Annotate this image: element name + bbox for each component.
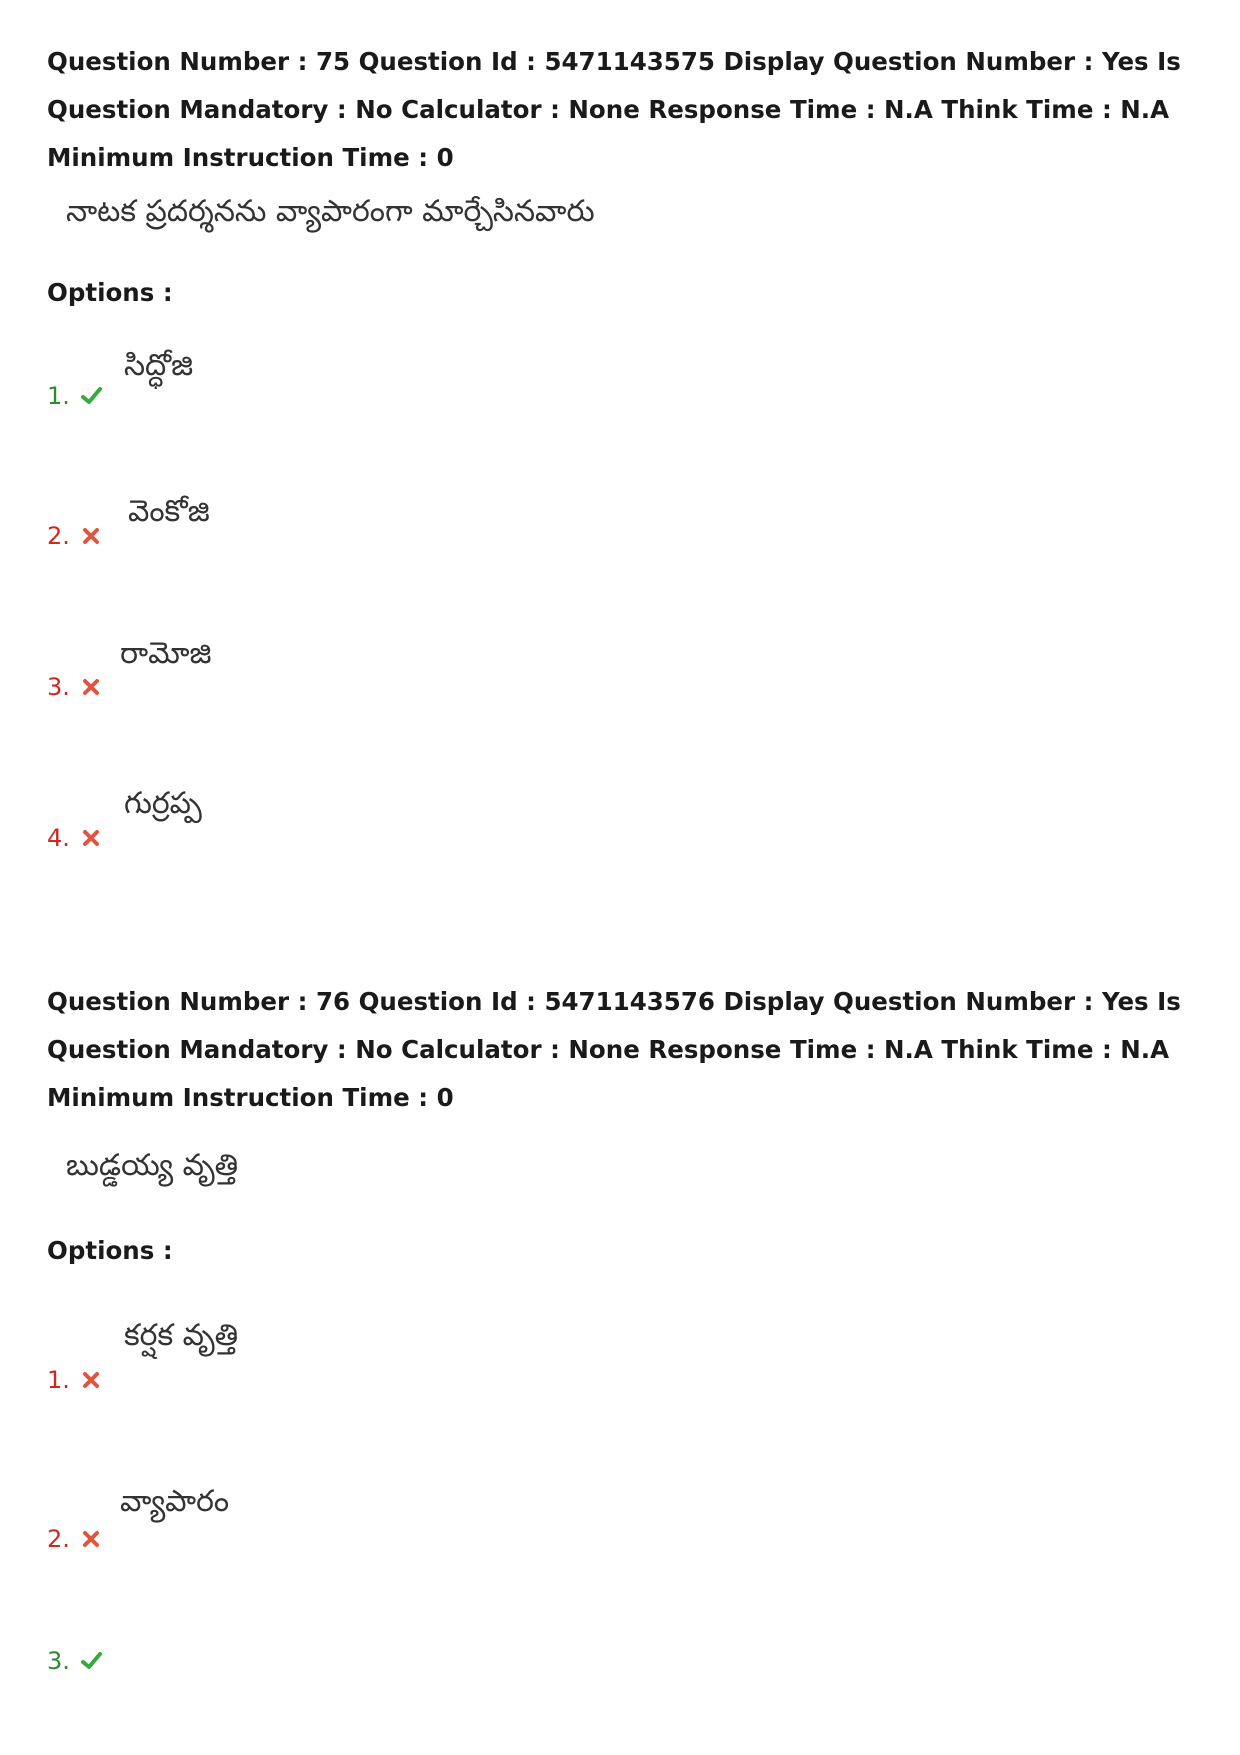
option-text: రామోజి: [120, 636, 212, 671]
option-text: వెంకోజి: [128, 494, 210, 529]
cross-icon: [80, 1528, 102, 1550]
options-label: Options :: [47, 278, 173, 307]
cross-icon: [80, 676, 102, 698]
option-number-correct: [47, 1647, 102, 1675]
question-text: నాటక ప్రదర్శనను వ్యాపారంగా మార్చేసినవారు: [66, 194, 595, 229]
option-number-wrong: [47, 1525, 102, 1553]
option-number-label: 4.: [47, 824, 70, 852]
cross-icon: [80, 525, 102, 547]
question-text: బుడ్డయ్య వృత్తి: [66, 1148, 239, 1183]
option-text: కర్షక వృత్తి: [124, 1318, 239, 1353]
option-text: సిద్ధోజి: [124, 348, 194, 383]
option-text: వ్యాపారం: [120, 1484, 230, 1519]
option-number-label: 2.: [47, 522, 70, 550]
option-number-label: 1.: [47, 1366, 70, 1394]
option-number-label: 2.: [47, 1525, 70, 1553]
option-number-label: 1.: [47, 382, 70, 410]
option-number-label: 3.: [47, 673, 70, 701]
cross-icon: [80, 827, 102, 849]
option-number-wrong: [47, 522, 102, 550]
option-number-wrong: [47, 1366, 102, 1394]
option-number-wrong: [47, 673, 102, 701]
check-icon: [80, 1650, 102, 1672]
option-number-correct: [47, 382, 102, 410]
question-header: Question Number : 76 Question Id : 5471143576 Display Question Number : Yes Is Question Mandatory : No Calculator : None Response Time : N.A Think Time : N.A Minimum Instruction Time : 0: [47, 987, 1181, 1112]
option-number-wrong: [47, 824, 102, 852]
question-header: Question Number : 75 Question Id : 5471143575 Display Question Number : Yes Is Question Mandatory : No Calculator : None Response Time : N.A Think Time : N.A Minimum Instruction Time : 0: [47, 47, 1181, 172]
option-text: గుర్రప్ప: [124, 786, 202, 821]
cross-icon: [80, 1369, 102, 1391]
check-icon: [80, 385, 102, 407]
options-label: Options :: [47, 1236, 173, 1265]
option-number-label: 3.: [47, 1647, 70, 1675]
